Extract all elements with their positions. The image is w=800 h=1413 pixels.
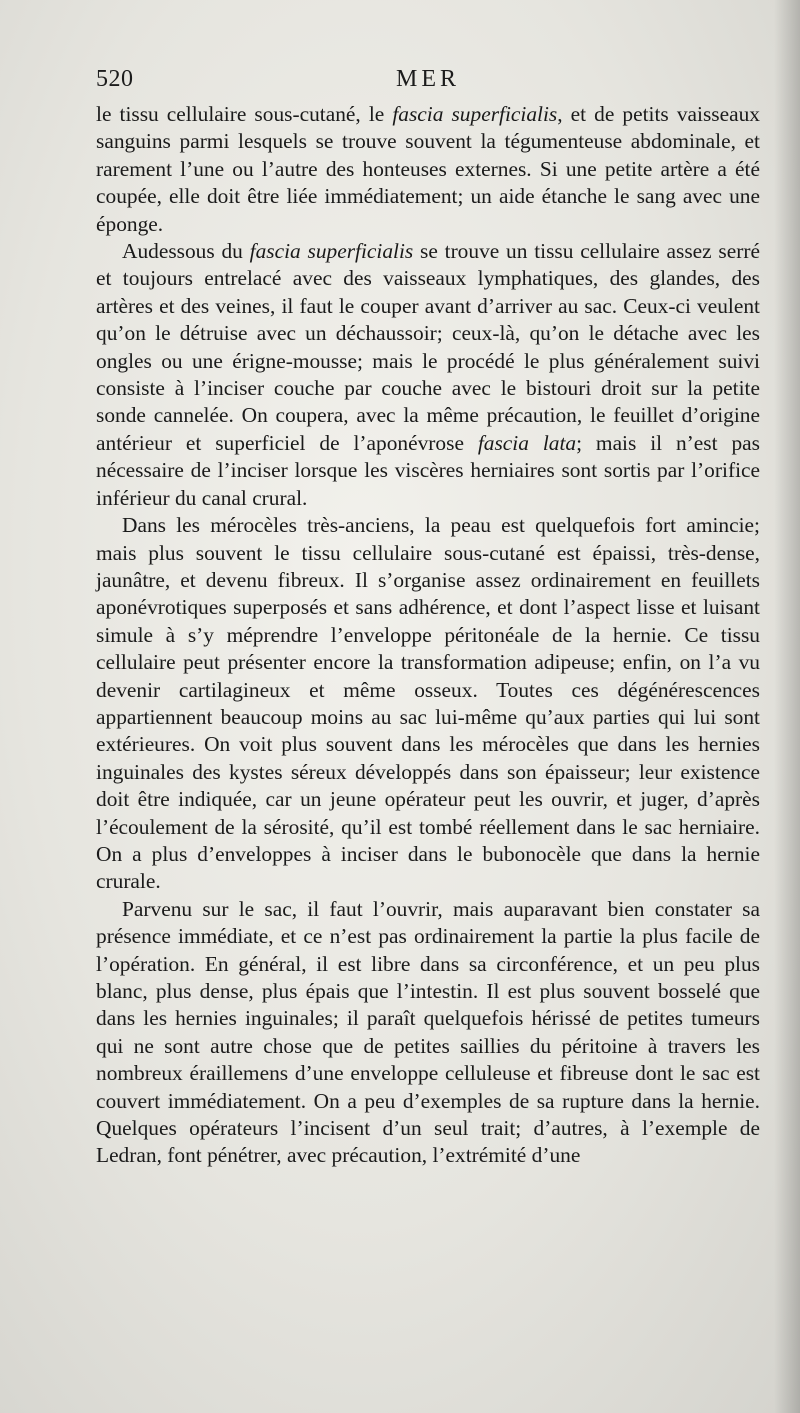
page-header [96, 66, 760, 100]
paragraph-3 [96, 512, 760, 896]
paragraph-4 [96, 896, 760, 1170]
text-segment: , et de petits vaisseaux sanguins parmi lesquels se trouve souvent la tégumenteuse abdominale, et rarement l’une ou l’autre des honteuses externes. Si une petite artère a été coupée, elle doit être liée immédiatement; un aide étanche le sang avec une éponge. [96, 102, 760, 236]
paragraph-2 [96, 238, 760, 512]
text-segment: Parvenu sur le sac, il faut l’ouvrir, mais auparavant bien constater sa présence immédiate, et ce n’est pas ordinairement la partie la plus facile de l’opération. En général, il est libre dans sa circonférence, et un peu plus blanc, plus dense, plus épais que l’intestin. Il est plus souvent bosselé que dans les hernies inguinales; il paraît quelquefois hérissé de petites tumeurs qui ne sont autre chose que de petites saillies du péritoine à travers les nombreux éraillemens d’une enveloppe celluleuse et fibreuse dont le sac est couvert immédiatement. On a peu d’exemples de sa rupture dans la hernie. Quelques opérateurs l’incisent d’un seul trait; d’autres, à l’exemple de Ledran, font pénétrer, avec précaution, l’extrémité d’une [96, 896, 760, 1168]
paragraph-1 [96, 101, 760, 238]
text-segment: se trouve un tissu cellulaire assez serré et toujours entrelacé avec des vaisseaux lymphatiques, des glandes, des artères et des veines, il faut le couper avant d’arriver au sac. Ceux-ci veulent qu’on le détruise avec un déchaussoir; ceux-là, qu’on le détache avec les ongles ou une érigne-mousse; mais le procédé le plus généralement suivi consiste à l’inciser couche par couche avec le bistouri droit sur la petite sonde cannelée. On coupera, avec la même précaution, le feuillet d’origine antérieur et superficiel de l’aponévrose [96, 239, 760, 455]
running-head: MER [395, 66, 460, 92]
body-text [96, 101, 760, 1170]
text-segment: ; mais il n’est pas nécessaire de l’inciser lorsque les viscères herniaires sont sortis par l’orifice inférieur du canal crural. [96, 430, 760, 510]
text-segment: le tissu cellulaire sous-cutané, le [96, 102, 393, 126]
italic-term: fascia superficialis [249, 239, 414, 264]
italic-term: fascia lata [477, 430, 577, 455]
text-segment: Audessous du [122, 239, 250, 264]
italic-term: fascia superficialis [392, 102, 558, 126]
text-segment: Dans les mérocèles très-anciens, la peau est quelquefois fort amincie; mais plus souvent le tissu cellulaire sous-cutané est épaissi, très-dense, jaunâtre, et devenu fibreux. Il s’organise assez ordinairement en feuillets aponévrotiques superposés et sans adhérence, et dont l’aspect lisse et luisant simule à s’y méprendre l’enveloppe péritonéale de la hernie. Ce tissu cellulaire peut présenter encore la transformation adipeuse; enfin, on l’a vu devenir cartilagineux et même osseux. Toutes ces dégénérescences appartiennent beaucoup moins au sac lui-même qu’aux parties qui lui sont extérieures. On voit plus souvent dans les mérocèles que dans les hernies inguinales des kystes séreux développés dans son épaisseur; leur existence doit être indiquée, car un jeune opérateur peut les ouvrir, et juger, d’après l’écoulement de la sérosité, qu’il est tombé réellement dans le sac herniaire. On a plus d’enveloppes à inciser dans le bubonocèle que dans la hernie crurale. [96, 513, 760, 894]
page-number: 520 [96, 66, 134, 92]
